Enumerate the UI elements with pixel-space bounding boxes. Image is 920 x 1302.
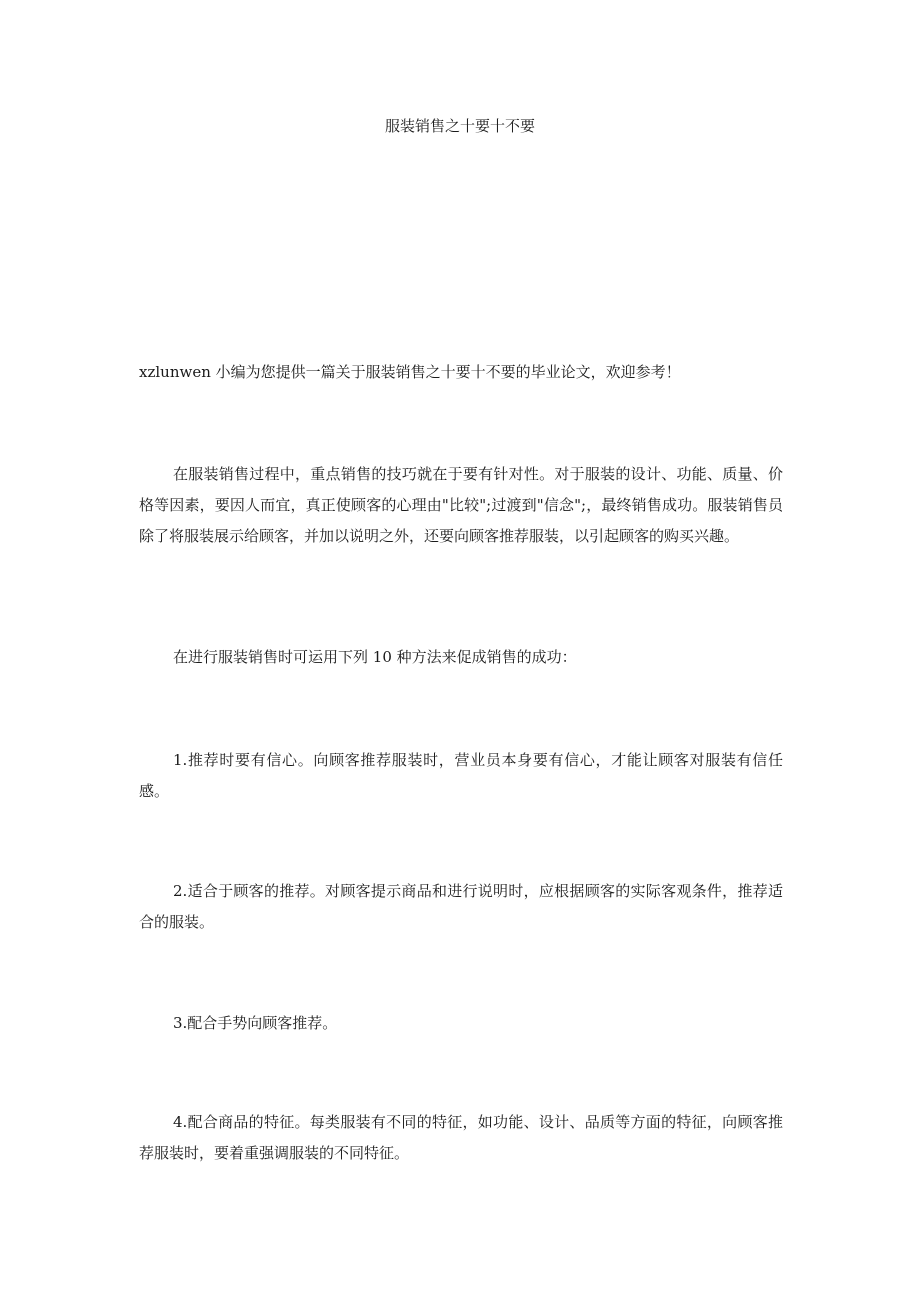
intro-paragraph: xzlunwen 小编为您提供一篇关于服装销售之十要十不要的毕业论文，欢迎参考！ [139, 363, 681, 381]
list-item-1: 1.推荐时要有信心。向顾客推荐服装时，营业员本身要有信心，才能让顾客对服装有信任感。 [139, 751, 783, 800]
list-item-4: 4.配合商品的特征。每类服装有不同的特征，如功能、设计、品质等方面的特征，向顾客推荐服装时，要着重强调服装的不同特征。 [139, 1113, 783, 1162]
list-item-3: 3.配合手势向顾客推荐。 [173, 1014, 338, 1032]
body-paragraph-1: 在服装销售过程中，重点销售的技巧就在于要有针对性。对于服装的设计、功能、质量、价格等因素，要因人而宜，真正使顾客的心理由"比较";过渡到"信念";，最终销售成功。服装销售员除了将服装展示给顾客，并加以说明之外，还要向顾客推荐服装，以引起顾客的购买兴趣。 [139, 465, 783, 545]
document-title: 服装销售之十要十不要 [384, 117, 535, 135]
body-paragraph-2: 在进行服装销售时可运用下列 10 种方法来促成销售的成功： [173, 648, 577, 666]
list-item-2: 2.适合于顾客的推荐。对顾客提示商品和进行说明时，应根据顾客的实际客观条件，推荐适合的服装。 [139, 882, 783, 931]
